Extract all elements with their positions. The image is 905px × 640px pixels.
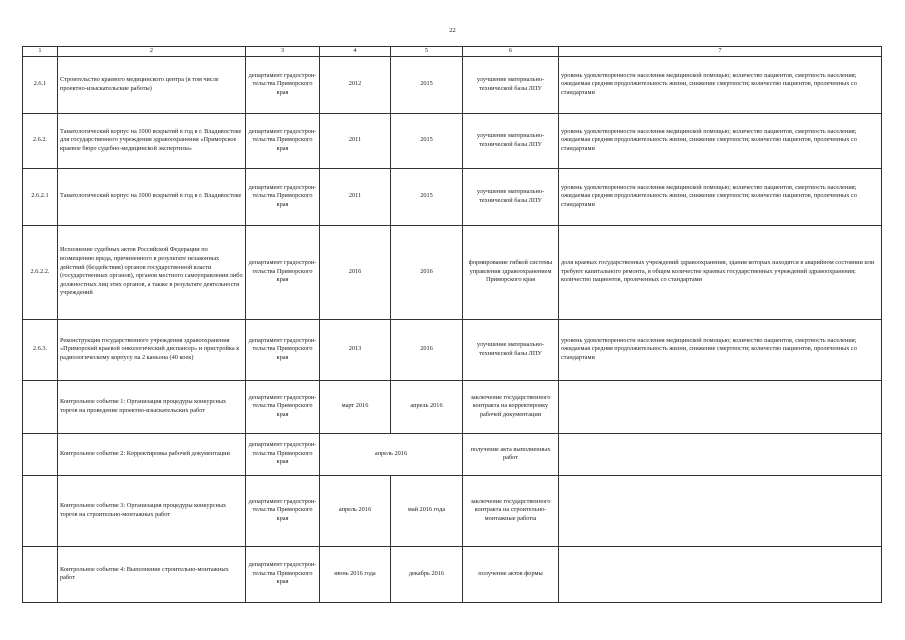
end-date: декабрь 2016 (391, 546, 463, 602)
event-name: Контрольное событие 4: Выполнение строительно-монтажных работ (58, 546, 246, 602)
row-number: 2.6.2.2. (23, 225, 58, 319)
expected-result: улучшение материально-технической базы ЛПУ (463, 56, 559, 113)
expected-result: улучшение материально-технической базы ЛПУ (463, 168, 559, 225)
column-header: 4 (320, 47, 391, 57)
column-header: 1 (23, 47, 58, 57)
empty-cell (559, 433, 882, 475)
page-number: 22 (449, 27, 456, 34)
end-date: апрель 2016 (391, 380, 463, 433)
end-date: 2015 (391, 113, 463, 168)
event-date: апрель 2016 (320, 433, 463, 475)
start-date: 2012 (320, 56, 391, 113)
expected-result: формирование гибкой системы управления здравоохранением Приморского края (463, 225, 559, 319)
start-date: март 2016 (320, 380, 391, 433)
table-row (23, 319, 882, 380)
header-row (23, 47, 882, 57)
control-event-row (23, 546, 882, 602)
executor: департамент градострои-тельства Приморского края (246, 225, 320, 319)
start-date: июнь 2016 года (320, 546, 391, 602)
event-name: Контрольное событие 3: Организация процедуры конкурсных торгов на строительно-монтажных работ (58, 475, 246, 546)
control-event-row (23, 475, 882, 546)
end-date: 2015 (391, 56, 463, 113)
expected-result: заключение государственного контракта на строительно-монтажные работы (463, 475, 559, 546)
event-name: Контрольное событие 2: Корректировка рабочей документации (58, 433, 246, 475)
row-number: 2.6.2.1 (23, 168, 58, 225)
indicators: доля краевых государственных учреждений здравоохранения, здания которых находятся в аварийном состоянии или требуют капитального ремонта, в общем количестве краевых государственных учреждений здравоохранения; количество пациентов, пролеченных со стандартами (559, 225, 882, 319)
end-date: 2015 (391, 168, 463, 225)
executor: департамент градострои-тельства Приморского края (246, 380, 320, 433)
expected-result: заключение государственного контракта на корректировку рабочей документации (463, 380, 559, 433)
end-date: 2016 (391, 225, 463, 319)
executor: департамент градострои-тельства Приморского края (246, 433, 320, 475)
control-event-row (23, 433, 882, 475)
start-date: 2011 (320, 113, 391, 168)
start-date: 2011 (320, 168, 391, 225)
expected-result: получение акта выполненных работ (463, 433, 559, 475)
measure-name: Танатологический корпус на 1000 вскрытий в год в г. Владивостоке для государственного учреждения здравоохранения «Приморское краевое бюро судебно-медицинской экспертизы» (58, 113, 246, 168)
executor: департамент градострои-тельства Приморского края (246, 113, 320, 168)
column-header: 3 (246, 47, 320, 57)
row-number: 2.6.3. (23, 319, 58, 380)
column-header: 5 (391, 47, 463, 57)
measure-name: Исполнение судебных актов Российской Федерации по возмещению вреда, причиненного в результате незаконных действий (бездействия) органов государственной власти (государственных органов), органов местного самоуправления либо должностных лиц этих органов, а также в результате деятельности учреждений (58, 225, 246, 319)
executor: департамент градострои-тельства Приморского края (246, 546, 320, 602)
table-row (23, 113, 882, 168)
column-header: 7 (559, 47, 882, 57)
empty-cell (23, 546, 58, 602)
expected-result: улучшение материально-технической базы ЛПУ (463, 113, 559, 168)
executor: департамент градострои-тельства Приморского края (246, 475, 320, 546)
column-header: 6 (463, 47, 559, 57)
measure-name: Танатологический корпус на 1000 вскрытий в год в г. Владивостоке (58, 168, 246, 225)
empty-cell (559, 380, 882, 433)
end-date: 2016 (391, 319, 463, 380)
control-event-row (23, 380, 882, 433)
column-header: 2 (58, 47, 246, 57)
row-number: 2.6.2. (23, 113, 58, 168)
indicators: уровень удовлетворенности населения медицинской помощью; количество пациентов, смертность населения; ожидаемая средняя продолжительность жизни, снижение смертности; количество пациентов, пролеченных со стандартами (559, 56, 882, 113)
start-date: 2013 (320, 319, 391, 380)
program-table (22, 46, 882, 603)
executor: департамент градострои-тельства Приморского края (246, 168, 320, 225)
executor: департамент градострои-тельства Приморского края (246, 56, 320, 113)
measure-name: Строительство краевого медицинского центра (в том числе проектно-изыскательские работы) (58, 56, 246, 113)
indicators: уровень удовлетворенности населения медицинской помощью; количество пациентов, смертность населения; ожидаемая средняя продолжительность жизни, снижение смертности; количество пациентов, пролеченных со стандартами (559, 319, 882, 380)
start-date: 2016 (320, 225, 391, 319)
end-date: май 2016 года (391, 475, 463, 546)
empty-cell (23, 433, 58, 475)
indicators: уровень удовлетворенности населения медицинской помощью; количество пациентов, смертность населения; ожидаемая средняя продолжительность жизни, снижение смертности; количество пациентов, пролеченных со стандартами (559, 113, 882, 168)
measure-name: Реконструкция государственного учреждения здравоохранения «Приморский краевой онкологический диспансер» и пристройка к радиологическому корпусу на 2 каньона (40 коек) (58, 319, 246, 380)
empty-cell (23, 475, 58, 546)
table-row (23, 225, 882, 319)
event-name: Контрольное событие 1: Организация процедуры конкурсных торгов на проведение проектно-изыскательских работ (58, 380, 246, 433)
row-number: 2.6.1 (23, 56, 58, 113)
expected-result: получение актов формы (463, 546, 559, 602)
empty-cell (559, 475, 882, 546)
table-row (23, 56, 882, 113)
empty-cell (559, 546, 882, 602)
empty-cell (23, 380, 58, 433)
start-date: апрель 2016 (320, 475, 391, 546)
indicators: уровень удовлетворенности населения медицинской помощью; количество пациентов, смертность населения; ожидаемая средняя продолжительность жизни, снижение смертности; количество пациентов, пролеченных со стандартами (559, 168, 882, 225)
table-row (23, 168, 882, 225)
expected-result: улучшение материально-технической базы ЛПУ (463, 319, 559, 380)
executor: департамент градострои-тельства Приморского края (246, 319, 320, 380)
